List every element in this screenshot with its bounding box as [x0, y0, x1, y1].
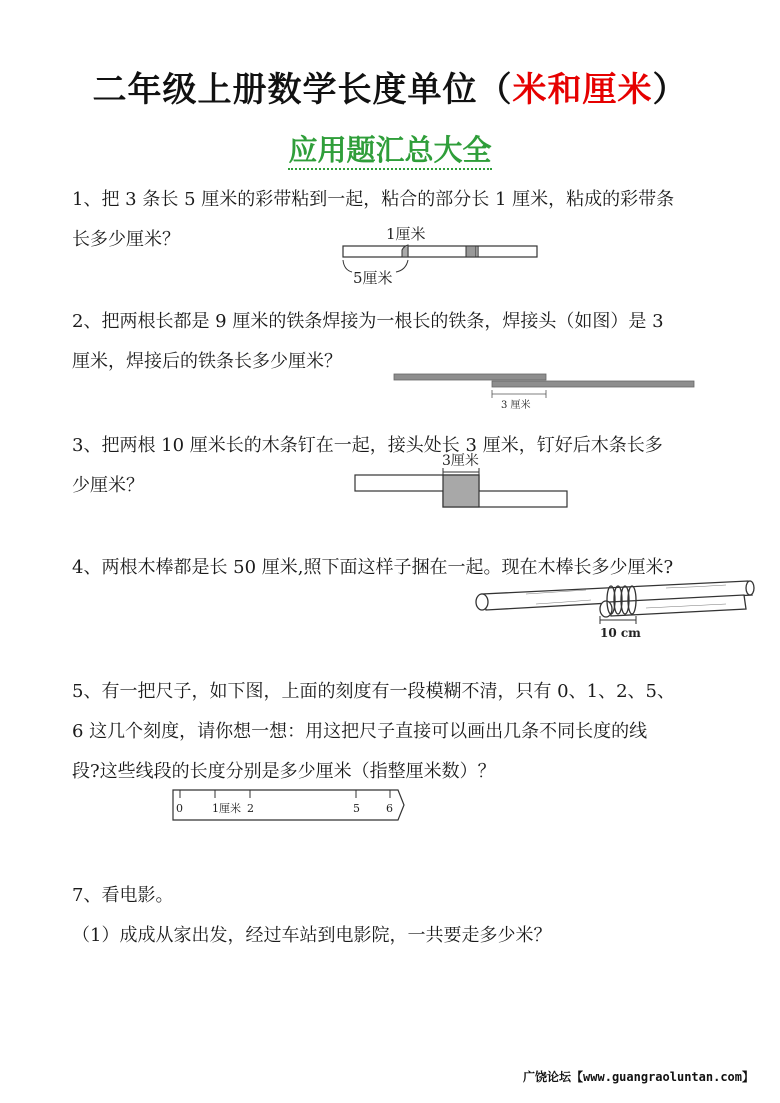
ruler-tick-5: 5 — [353, 802, 360, 815]
question-5-line-3: 段?这些线段的长度分别是多少厘米（指整厘米数）？ — [72, 761, 496, 782]
ribbon-figure — [338, 218, 548, 290]
question-7-line-1: 7、看电影。 — [72, 885, 174, 906]
page-subtitle: 应用题汇总大全 — [0, 128, 780, 169]
question-7-line-2: （1）成成从家出发，经过车站到电影院，一共要走多少米？ — [72, 925, 552, 946]
weld-length-label: 3 厘米 — [501, 400, 531, 411]
ribbon-length-label: 5厘米 — [353, 269, 393, 287]
footer-watermark: 广饶论坛【www.guangraoluntan.com】 — [523, 1070, 754, 1084]
question-5-line-2: 6 这几个刻度，请你想一想：用这把尺子直接可以画出几条不同长度的线 — [72, 721, 648, 742]
iron-bar-figure — [392, 368, 697, 416]
ruler-tick-2: 2 — [247, 802, 254, 815]
question-7 — [72, 876, 722, 916]
question-2-line-2: 厘米，焊接后的铁条长多少厘米？ — [72, 351, 342, 372]
bundle-length-label: 10 cm — [600, 626, 641, 640]
ribbon-overlap-label: 1厘米 — [386, 225, 426, 243]
wood-strip-figure — [352, 448, 574, 512]
ruler-tick-0: 0 — [176, 802, 183, 815]
question-2-line-1: 2、把两根长都是 9 厘米的铁条焊接为一根长的铁条，焊接头（如图）是 3 — [72, 311, 664, 332]
ruler-figure — [170, 786, 410, 826]
question-1-line-1: 1、把 3 条长 5 厘米的彩带粘到一起，粘合的部分长 1 厘米，粘成的彩带条 — [72, 189, 675, 210]
question-7-part-1 — [72, 916, 722, 956]
question-5 — [72, 672, 722, 792]
ruler-tick-1: 1厘米 — [212, 802, 241, 815]
title-highlight: 米和厘米 — [512, 70, 653, 110]
question-5-line-1: 5、有一把尺子，如下图，上面的刻度有一段模糊不清，只有 0、1、2、5、 — [72, 681, 675, 702]
overlap-label: 3厘米 — [442, 453, 479, 469]
question-3-line-1: 3、把两根 10 厘米长的木条钉在一起，接头处长 3 厘米，钉好后木条长多 — [72, 435, 663, 456]
page-title: 二年级上册数学长度单位（米和厘米） — [92, 70, 688, 110]
question-1-line-2: 长多少厘米？ — [72, 229, 180, 250]
ruler-tick-6: 6 — [386, 802, 393, 815]
wooden-sticks-figure — [466, 580, 766, 642]
question-4-line-1: 4、两根木棒都是长 50 厘米,照下面这样子捆在一起。现在木棒长多少厘米? — [72, 557, 674, 578]
question-3-line-2: 少厘米？ — [72, 475, 144, 496]
